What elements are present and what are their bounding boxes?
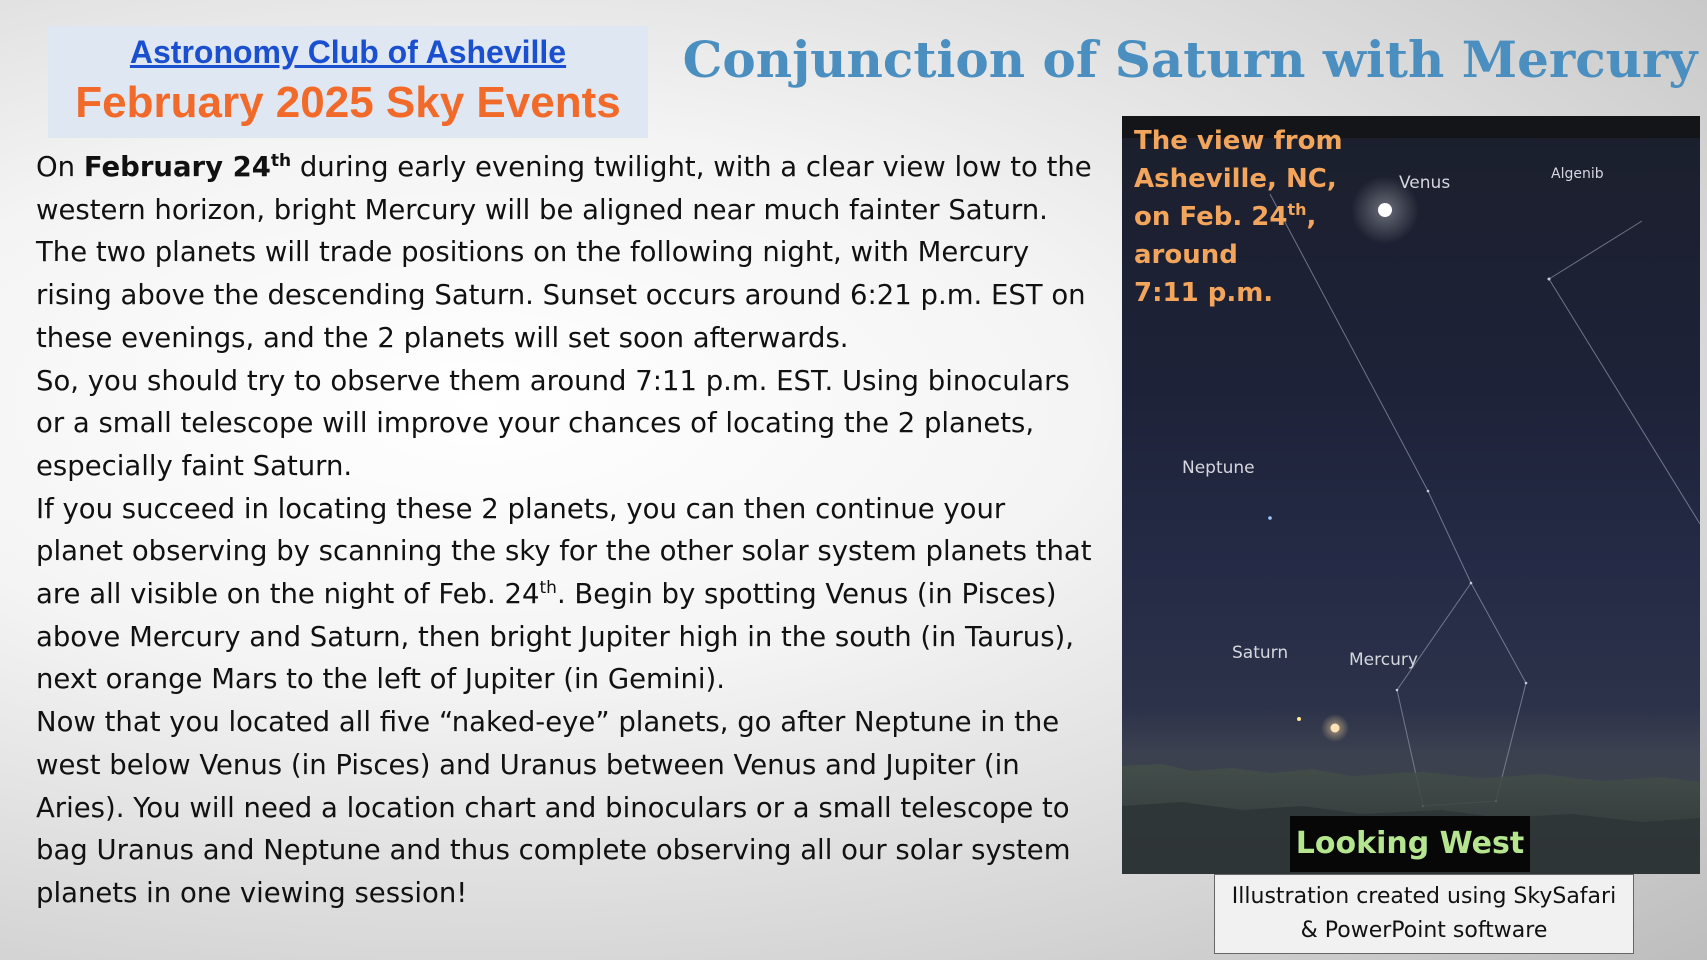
saturn-label: Saturn — [1232, 643, 1289, 663]
neptune-label: Neptune — [1182, 458, 1255, 478]
sky-chart — [1122, 116, 1700, 874]
paragraph-4: Now that you located all five “naked-eye” planets, go after Neptune in the west below Venus (in Pisces) and Uranus between Venus and Jupiter (in Aries). You will need a location chart and binoculars or a small telescope to bag Uranus and Neptune and thus complete observing all our solar system planets in one viewing session! — [36, 706, 1071, 909]
article-text — [36, 146, 1096, 915]
star-field — [1396, 278, 1551, 808]
slide-title: Conjunction of Saturn with Mercury — [682, 30, 1698, 89]
paragraph-3: If you succeed in locating these 2 planets, you can then continue your planet observing by scanning the sky for the other solar system planets that are all visible on the night of Feb. 24th. Begin by spotting Venus (in Pisces) above Mercury and Saturn, then bright Jupiter high in the south (in Taurus), next orange Mars to the left of Jupiter (in Gemini). — [36, 492, 1092, 696]
mercury-marker — [1321, 714, 1349, 742]
paragraph-2: So, you should try to observe them around 7:11 p.m. EST. Using binoculars or a small telescope will improve your chances of locating the 2 planets, especially faint Saturn. — [36, 364, 1070, 482]
paragraph-1: On February 24th during early evening twilight, with a clear view low to the western horizon, bright Mercury will be aligned near much fainter Saturn. The two planets will trade positions on the following night, with Mercury rising above the descending Saturn. Sunset occurs around 6:21 p.m. EST on these evenings, and the 2 planets will set soon afterwards. — [36, 151, 1092, 354]
club-header-box — [48, 26, 648, 138]
venus-label: Venus — [1399, 173, 1451, 193]
credit-box: Illustration created using SkySafari & PowerPoint software — [1214, 874, 1634, 954]
month-title: February 2025 Sky Events — [75, 78, 621, 127]
date-highlight: February 24th — [83, 151, 292, 183]
view-caption: The view from Asheville, NC, on Feb. 24th, around 7:11 p.m. — [1134, 126, 1343, 308]
direction-label: Looking West — [1290, 816, 1530, 872]
neptune-marker — [1268, 516, 1272, 520]
algenib-label: Algenib — [1551, 166, 1604, 182]
mercury-label: Mercury — [1349, 650, 1418, 670]
saturn-marker — [1297, 717, 1301, 721]
club-name-link[interactable]: Astronomy Club of Asheville — [129, 34, 567, 70]
